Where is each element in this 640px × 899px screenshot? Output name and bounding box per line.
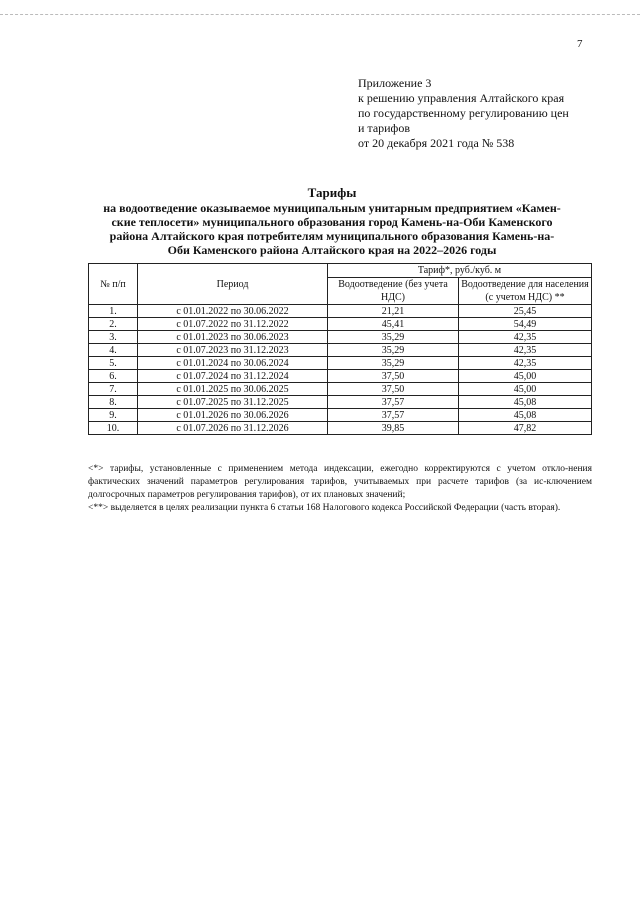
- appendix-line: от 20 декабря 2021 года № 538: [358, 136, 515, 150]
- table-row: [89, 305, 592, 318]
- header-tariff-group: Тариф*, руб./куб. м: [328, 264, 592, 278]
- footnote-vat: <**> выделяется в целях реализации пункта 6 статьи 168 Налогового кодекса Российской Федерации (часть вторая).: [88, 503, 561, 513]
- row-number: 6.: [89, 370, 138, 383]
- row-with-vat: 54,49: [459, 318, 592, 331]
- document-title: [75, 186, 589, 257]
- row-number: 4.: [89, 344, 138, 357]
- row-period: с 01.07.2024 по 31.12.2024: [138, 370, 328, 383]
- row-no-vat: 21,21: [328, 305, 459, 318]
- table-row: [89, 344, 592, 357]
- title-line: ские теплосети» муниципального образования город Камень-на-Оби Каменского: [111, 215, 553, 229]
- row-with-vat: 45,08: [459, 396, 592, 409]
- row-period: с 01.07.2026 по 31.12.2026: [138, 422, 328, 435]
- row-no-vat: 35,29: [328, 331, 459, 344]
- row-no-vat: 37,57: [328, 409, 459, 422]
- row-number: 7.: [89, 383, 138, 396]
- footnote-indexation: <*> тарифы, установленные с применением метода индексации, ежегодно корректируются с учетом откло-нения фактических значений параметров регулирования тарифов, учитываемых при расчете тарифов (за ис-ключением долгосрочных параметров регулирования тарифов), от их плановых значений;: [88, 464, 592, 500]
- title-line: на водоотведение оказываемое муниципальным унитарным предприятием «Камен-: [103, 201, 561, 215]
- row-with-vat: 25,45: [459, 305, 592, 318]
- row-number: 3.: [89, 331, 138, 344]
- row-period: с 01.07.2022 по 31.12.2022: [138, 318, 328, 331]
- row-no-vat: 35,29: [328, 344, 459, 357]
- row-period: с 01.01.2025 по 30.06.2025: [138, 383, 328, 396]
- row-number: 5.: [89, 357, 138, 370]
- header-with-vat-line1: Водоотведение для населения: [461, 279, 589, 290]
- row-period: с 01.07.2025 по 31.12.2025: [138, 396, 328, 409]
- table-row: [89, 422, 592, 435]
- header-no-vat: Водоотведение (без учета НДС): [328, 278, 459, 305]
- row-period: с 01.01.2023 по 30.06.2023: [138, 331, 328, 344]
- table-row: [89, 357, 592, 370]
- row-period: с 01.01.2022 по 30.06.2022: [138, 305, 328, 318]
- row-number: 8.: [89, 396, 138, 409]
- title-line: Оби Каменского района Алтайского края на 2022–2026 годы: [167, 243, 497, 257]
- table-row: [89, 383, 592, 396]
- table-row: [89, 409, 592, 422]
- page-top-border: [0, 14, 640, 15]
- appendix-line: к решению управления Алтайского края: [358, 91, 565, 105]
- row-number: 9.: [89, 409, 138, 422]
- row-with-vat: 42,35: [459, 344, 592, 357]
- row-number: 10.: [89, 422, 138, 435]
- row-number: 1.: [89, 305, 138, 318]
- header-period: Период: [138, 264, 328, 305]
- title-line: района Алтайского края потребителям муниципального образования Камень-на-: [109, 229, 555, 243]
- appendix-line: по государственному регулированию цен: [358, 106, 569, 120]
- row-with-vat: 45,00: [459, 370, 592, 383]
- header-number: № п/п: [89, 264, 138, 305]
- row-no-vat: 35,29: [328, 357, 459, 370]
- table-row: [89, 370, 592, 383]
- row-period: с 01.01.2024 по 30.06.2024: [138, 357, 328, 370]
- appendix-line: и тарифов: [358, 121, 411, 135]
- table-row: [89, 331, 592, 344]
- row-period: с 01.01.2026 по 30.06.2026: [138, 409, 328, 422]
- row-with-vat: 45,08: [459, 409, 592, 422]
- row-no-vat: 39,85: [328, 422, 459, 435]
- table-row: [89, 318, 592, 331]
- row-period: с 01.07.2023 по 31.12.2023: [138, 344, 328, 357]
- row-no-vat: 45,41: [328, 318, 459, 331]
- title-heading: Тарифы: [307, 185, 357, 200]
- row-no-vat: 37,50: [328, 370, 459, 383]
- appendix-header: [358, 76, 569, 151]
- row-number: 2.: [89, 318, 138, 331]
- header-with-vat-line2: (с учетом НДС) **: [485, 292, 565, 303]
- row-no-vat: 37,57: [328, 396, 459, 409]
- row-with-vat: 45,00: [459, 383, 592, 396]
- appendix-line: Приложение 3: [358, 76, 432, 90]
- row-with-vat: 47,82: [459, 422, 592, 435]
- table-row: [89, 396, 592, 409]
- tariff-table: [88, 263, 592, 435]
- header-with-vat: [459, 278, 592, 305]
- page-number: 7: [577, 38, 583, 50]
- row-with-vat: 42,35: [459, 357, 592, 370]
- footnotes: [88, 463, 592, 515]
- row-with-vat: 42,35: [459, 331, 592, 344]
- row-no-vat: 37,50: [328, 383, 459, 396]
